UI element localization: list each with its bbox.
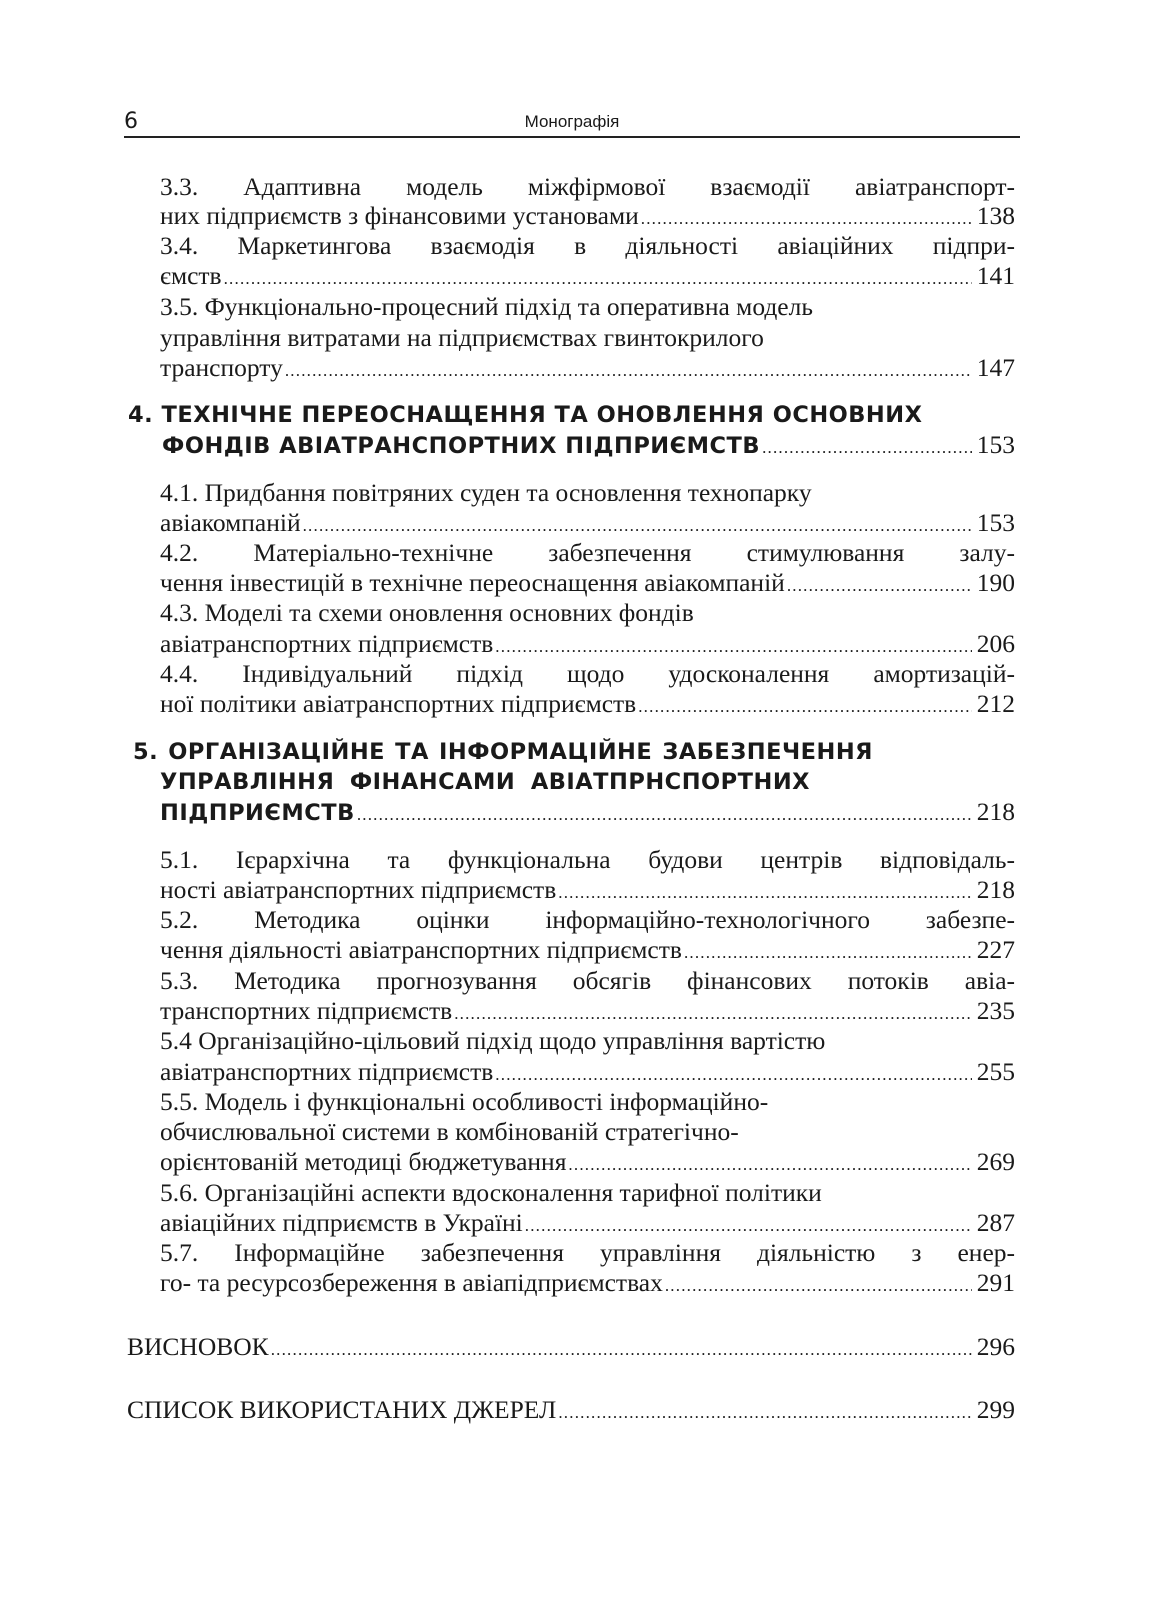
- toc-entry-3-4-line-2: ємств: [160, 261, 222, 290]
- chapter-5-page: 218: [976, 797, 1015, 826]
- toc-entry-4-3-line-2: авіатранспортних підприємств: [160, 629, 494, 658]
- toc-entry-5-2[interactable]: [160, 935, 1015, 968]
- dot-leader: [454, 999, 972, 1029]
- running-title: Монографія: [524, 112, 620, 131]
- toc-entry-4-1-page: 153: [976, 508, 1015, 537]
- toc-entry-5-1-page: 218: [976, 875, 1015, 904]
- dot-leader: [558, 1398, 971, 1428]
- toc-entry-3-4-page: 141: [976, 261, 1015, 290]
- toc-entry-3-5-line-1: 3.5. Функціонально-процесний підхід та оперативна модель: [160, 292, 813, 321]
- toc-entry-5-6-page: 287: [976, 1208, 1015, 1237]
- toc-entry-4-1-line-2: авіакомпаній: [160, 508, 301, 537]
- dot-leader: [641, 204, 972, 234]
- toc-entry-4-2-line-1: 4.2. Матеріально-технічне забезпечення стимулювання залу-: [160, 538, 1015, 567]
- toc-entry-5-7-line-2: го- та ресурсозбереження в авіапідприємствах: [160, 1268, 663, 1297]
- toc-entry-5-1-line-1: 5.1. Ієрархічна та функціональна будови центрів відповідаль-: [160, 845, 1015, 874]
- conclusion-title: ВИСНОВОК: [127, 1332, 269, 1361]
- toc-entry-3-4-line-1: 3.4. Маркетингова взаємодія в діяльності авіаційних підпри-: [160, 231, 1015, 260]
- dot-leader: [271, 1335, 972, 1365]
- toc-entry-4-1-line-1: 4.1. Придбання повітряних суден та основлення технопарку: [160, 478, 812, 507]
- chapter-4-title-line-1: 4. ТЕХНІЧНЕ ПЕРЕОСНАЩЕННЯ ТА ОНОВЛЕННЯ ОСНОВНИХ: [128, 402, 923, 428]
- chapter-5-title-line-3: ПІДПРИЄМСТВ: [160, 800, 355, 826]
- dot-leader: [665, 1271, 972, 1301]
- toc-entry-4-3-line-1: 4.3. Моделі та схеми оновлення основних фондів: [160, 598, 694, 627]
- dot-leader: [495, 632, 971, 662]
- dot-leader: [762, 433, 972, 463]
- toc-entry-3-4[interactable]: [160, 261, 1015, 294]
- toc-entry-5-5-line-2: обчислювальної системи в комбінованій стратегічно-: [160, 1117, 739, 1146]
- toc-conclusion[interactable]: [127, 1332, 1015, 1365]
- toc-entry-3-5-page: 147: [976, 353, 1015, 382]
- toc-entry-4-1[interactable]: [160, 508, 1015, 541]
- toc-entry-5-2-line-1: 5.2. Методика оцінки інформаційно-технологічного забезпе-: [160, 905, 1015, 934]
- toc-entry-4-4[interactable]: [160, 689, 1015, 722]
- toc-entry-3-5-line-3: транспорту: [160, 353, 283, 382]
- toc-entry-5-2-page: 227: [976, 935, 1015, 964]
- dot-leader: [303, 511, 972, 541]
- toc-entry-3-3[interactable]: [160, 201, 1015, 234]
- toc-entry-5-5-line-1: 5.5. Модель і функціональні особливості інформаційно-: [160, 1087, 769, 1116]
- toc-entry-4-3-page: 206: [976, 629, 1015, 658]
- toc-entry-5-2-line-2: чення діяльності авіатранспортних підприємств: [160, 935, 682, 964]
- chapter-4-page: 153: [976, 430, 1015, 459]
- toc-entry-5-6-line-2: авіаційних підприємств в Україні: [160, 1208, 523, 1237]
- toc-entry-5-3-page: 235: [976, 996, 1015, 1025]
- toc-entry-5-5[interactable]: [160, 1147, 1015, 1180]
- conclusion-page: 296: [976, 1332, 1015, 1361]
- toc-entry-4-4-line-2: ної політики авіатранспортних підприємств: [160, 689, 637, 718]
- toc-entry-5-7[interactable]: [160, 1268, 1015, 1301]
- toc-entry-5-4-line-1: 5.4 Організаційно-цільовий підхід щодо управління вартістю: [160, 1026, 826, 1055]
- dot-leader: [787, 571, 972, 601]
- toc-entry-5-3-line-2: транспортних підприємств: [160, 996, 453, 1025]
- toc-entry-5-6[interactable]: [160, 1208, 1015, 1241]
- toc-entry-4-3[interactable]: [160, 629, 1015, 662]
- toc-entry-5-3-line-1: 5.3. Методика прогнозування обсягів фінансових потоків авіа-: [160, 966, 1015, 995]
- dot-leader: [495, 1060, 971, 1090]
- toc-entry-5-7-page: 291: [976, 1268, 1015, 1297]
- toc-entry-5-1-line-2: ності авіатранспортних підприємств: [160, 875, 557, 904]
- toc-entry-4-4-page: 212: [976, 689, 1015, 718]
- page-number: 6: [124, 109, 138, 134]
- toc-entry-4-2-line-2: чення інвестицій в технічне переоснащення авіакомпаній: [160, 568, 785, 597]
- page-header: [124, 108, 1020, 138]
- toc-entry-4-4-line-1: 4.4. Індивідуальний підхід щодо удосконалення амортизацій-: [160, 659, 1015, 688]
- toc-chapter-5[interactable]: [160, 797, 1015, 830]
- toc-entry-4-2[interactable]: [160, 568, 1015, 601]
- toc-references[interactable]: [127, 1395, 1015, 1428]
- toc-entry-3-5[interactable]: [160, 353, 1015, 386]
- dot-leader: [568, 1150, 971, 1180]
- references-title: СПИСОК ВИКОРИСТАНИХ ДЖЕРЕЛ: [127, 1395, 557, 1424]
- dot-leader: [285, 356, 972, 386]
- toc-entry-5-7-line-1: 5.7. Інформаційне забезпечення управління діяльністю з енер-: [160, 1238, 1015, 1267]
- chapter-5-title-line-2: УПРАВЛІННЯ ФІНАНСАМИ АВІАТПРНСПОРТНИХ: [160, 769, 810, 795]
- dot-leader: [684, 938, 972, 968]
- toc-entry-3-3-page: 138: [976, 201, 1015, 230]
- references-page: 299: [976, 1395, 1015, 1424]
- toc-chapter-4[interactable]: [162, 430, 1015, 463]
- dot-leader: [224, 264, 972, 294]
- toc-entry-3-3-line-1: 3.3. Адаптивна модель міжфірмової взаємодії авіатранспорт-: [160, 172, 1015, 201]
- dot-leader: [357, 800, 972, 830]
- chapter-5-title-line-1: 5. ОРГАНІЗАЦІЙНЕ ТА ІНФОРМАЦІЙНЕ ЗАБЕЗПЕЧЕННЯ: [133, 739, 873, 765]
- toc-entry-5-5-line-3: орієнтованій методиці бюджетування: [160, 1147, 567, 1176]
- toc-entry-5-4-page: 255: [976, 1057, 1015, 1086]
- toc-entry-5-5-page: 269: [976, 1147, 1015, 1176]
- dot-leader: [558, 878, 972, 908]
- toc-entry-4-2-page: 190: [976, 568, 1015, 597]
- toc-entry-3-5-line-2: управління витратами на підприємствах гвинтокрилого: [160, 323, 764, 352]
- toc-entry-5-6-line-1: 5.6. Організаційні аспекти вдосконалення тарифної політики: [160, 1178, 822, 1207]
- dot-leader: [638, 692, 972, 722]
- toc-entry-3-3-line-2: них підприємств з фінансовими установами: [160, 201, 639, 230]
- chapter-4-title-line-2: ФОНДІВ АВІАТРАНСПОРТНИХ ПІДПРИЄМСТВ: [162, 433, 761, 459]
- toc-entry-5-1[interactable]: [160, 875, 1015, 908]
- toc-entry-5-3[interactable]: [160, 996, 1015, 1029]
- toc-entry-5-4[interactable]: [160, 1057, 1015, 1090]
- toc-entry-5-4-line-2: авіатранспортних підприємств: [160, 1057, 494, 1086]
- dot-leader: [525, 1211, 972, 1241]
